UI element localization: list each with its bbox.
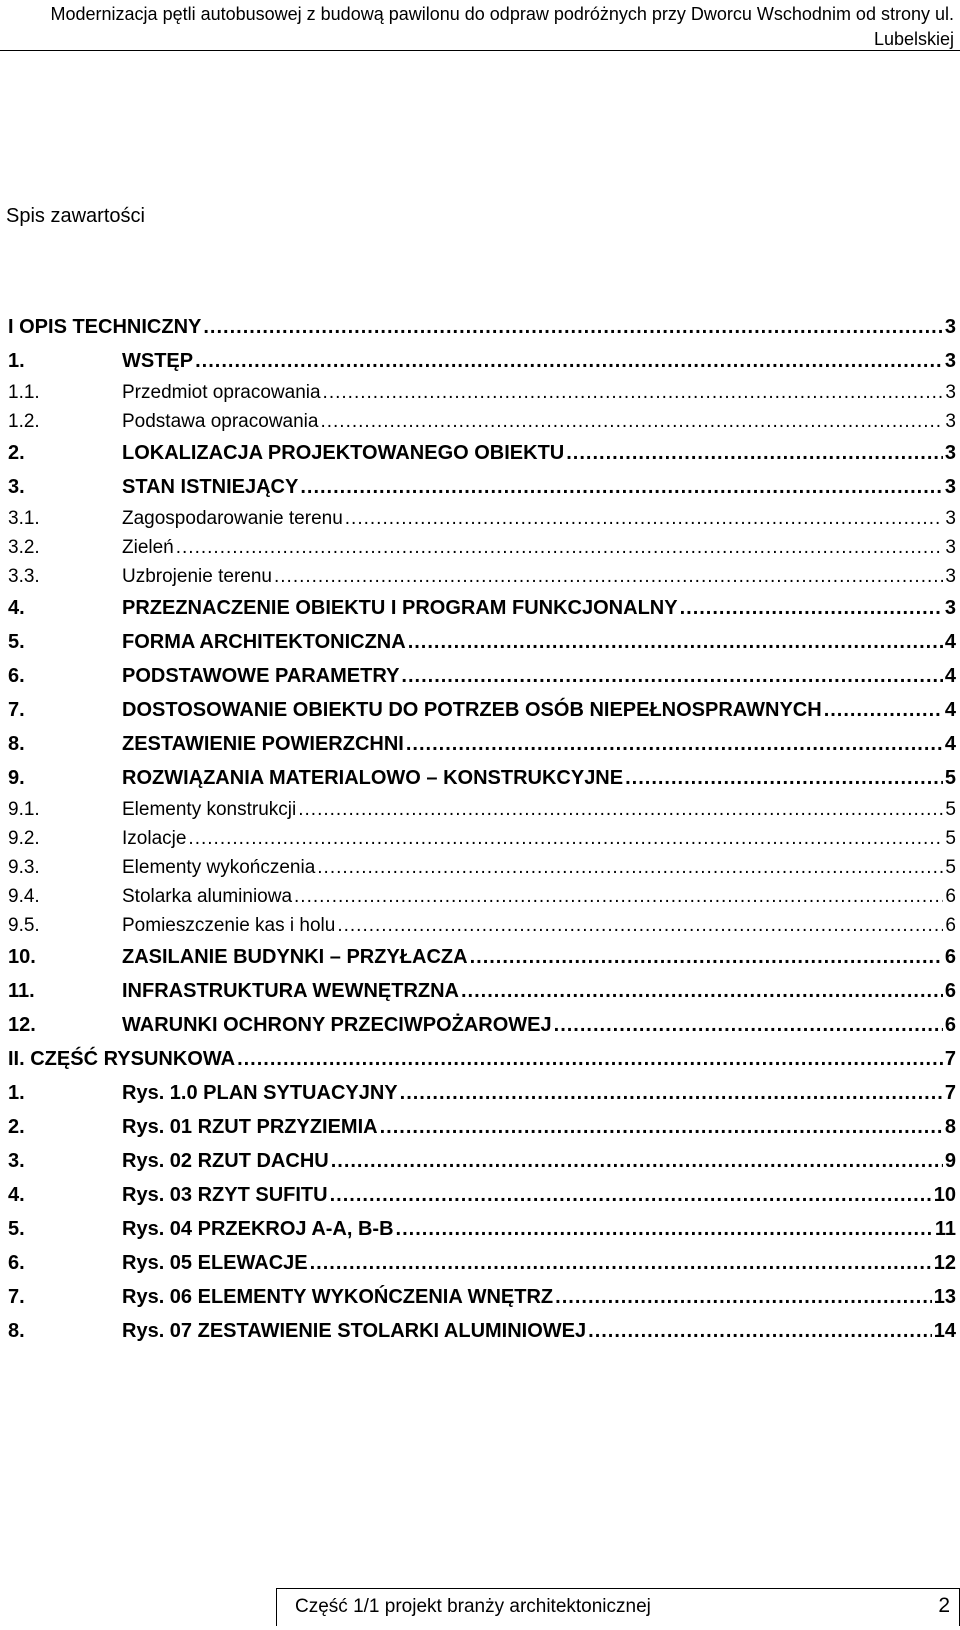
- toc-entry[interactable]: [8, 1008, 956, 1042]
- toc-entry[interactable]: [8, 533, 956, 562]
- toc-entry[interactable]: [8, 625, 956, 659]
- toc-entry[interactable]: [8, 562, 956, 591]
- toc-entry-title: ROZWIĄZANIA MATERIALOWO – KONSTRUKCYJNE: [122, 767, 624, 789]
- toc-leader-dots: [337, 911, 943, 940]
- toc-entry-number: 4.: [8, 597, 25, 619]
- toc-entry-number: 7.: [8, 1286, 25, 1308]
- toc-entry-title: Przedmiot opracowania: [122, 382, 321, 403]
- toc-entry-number: 8.: [8, 1320, 25, 1342]
- toc-entry-number: 7.: [8, 699, 25, 721]
- toc-leader-dots: [824, 693, 943, 727]
- page-header: [0, 0, 960, 51]
- toc-entry[interactable]: [8, 940, 956, 974]
- toc-entry-number: 6.: [8, 665, 25, 687]
- toc-entry[interactable]: [8, 761, 956, 795]
- toc-entry-title: Rys. 04 PRZEKROJ A-A, B-B: [122, 1218, 394, 1240]
- toc-entry[interactable]: [8, 470, 956, 504]
- toc-entry-page: 14: [933, 1320, 956, 1342]
- toc-entry-page: 3: [945, 566, 956, 587]
- toc-entry-title: Elementy konstrukcji: [122, 799, 297, 820]
- toc-entry-number: I OPIS TECHNICZNY: [8, 316, 202, 338]
- toc-leader-dots: [396, 1212, 933, 1246]
- toc-leader-dots: [323, 378, 944, 407]
- toc-entry-page: 3: [945, 537, 956, 558]
- toc-entry-page: 12: [933, 1252, 956, 1274]
- toc-leader-dots: [680, 591, 943, 625]
- toc-entry-number: 3.: [8, 1150, 25, 1172]
- toc-entry-number: 12.: [8, 1014, 36, 1036]
- toc-entry-title: PODSTAWOWE PARAMETRY: [122, 665, 400, 687]
- toc-entry-title: LOKALIZACJA PROJEKTOWANEGO OBIEKTU: [122, 442, 565, 464]
- toc-leader-dots: [470, 940, 943, 974]
- toc-entry[interactable]: [8, 727, 956, 761]
- toc-entry-number: 9.: [8, 767, 25, 789]
- toc-entry-page: 6: [944, 980, 956, 1002]
- toc-entry-page: 3: [945, 508, 956, 529]
- toc-entry-number: 3.2.: [8, 537, 40, 558]
- toc-entry-title: Pomieszczenie kas i holu: [122, 915, 336, 936]
- toc-entry-page: 4: [944, 631, 956, 653]
- toc-entry-title: Rys. 01 RZUT PRZYZIEMIA: [122, 1116, 378, 1138]
- toc-entry[interactable]: [8, 407, 956, 436]
- toc-leader-dots: [406, 727, 943, 761]
- toc-leader-dots: [203, 310, 943, 344]
- toc-entry-title: DOSTOSOWANIE OBIEKTU DO POTRZEB OSÓB NIEPEŁNOSPRAWNYCH: [122, 699, 822, 721]
- toc-entry[interactable]: [8, 504, 956, 533]
- toc-entry-number: 2.: [8, 1116, 25, 1138]
- toc-leader-dots: [400, 1076, 943, 1110]
- toc-entry[interactable]: [8, 659, 956, 693]
- toc-entry-title: Zieleń: [122, 537, 174, 558]
- toc-leader-dots: [298, 795, 943, 824]
- toc-entry-title: Stolarka aluminiowa: [122, 886, 293, 907]
- toc-entry[interactable]: [8, 882, 956, 911]
- toc-leader-dots: [566, 436, 943, 470]
- toc-entry-page: 7: [944, 1048, 956, 1070]
- toc-entry-page: 4: [944, 699, 956, 721]
- toc-entry-title: STAN ISTNIEJĄCY: [122, 476, 299, 498]
- toc-entry-page: 5: [945, 799, 956, 820]
- table-of-contents: [8, 310, 956, 1348]
- page-footer: [0, 1588, 960, 1630]
- document-title: Modernizacja pętli autobusowej z budową pawilonu do odpraw podróżnych przy Dworcu Wschodnim od strony ul. Lubelskiej: [50, 4, 954, 49]
- toc-entry-title: WSTĘP: [122, 350, 194, 372]
- toc-entry-title: Elementy wykończenia: [122, 857, 316, 878]
- toc-entry-page: 6: [944, 946, 956, 968]
- toc-entry-title: Rys. 02 RZUT DACHU: [122, 1150, 329, 1172]
- toc-entry-page: 5: [945, 857, 956, 878]
- toc-entry-page: 6: [945, 886, 956, 907]
- toc-entry-page: 6: [944, 1014, 956, 1036]
- toc-entry-number: 9.2.: [8, 828, 40, 849]
- toc-entry-title: Uzbrojenie terenu: [122, 566, 272, 587]
- toc-entry-page: 9: [944, 1150, 956, 1172]
- toc-entry[interactable]: [8, 1110, 956, 1144]
- toc-leader-dots: [195, 344, 943, 378]
- toc-entry-number: 9.5.: [8, 915, 40, 936]
- toc-entry[interactable]: [8, 1280, 956, 1314]
- toc-entry-page: 3: [945, 411, 956, 432]
- toc-entry-number: II. CZĘŚĆ RYSUNKOWA: [8, 1048, 236, 1070]
- toc-entry[interactable]: [8, 310, 956, 344]
- toc-entry[interactable]: [8, 1042, 956, 1076]
- toc-leader-dots: [188, 824, 943, 853]
- toc-entry-number: 11.: [8, 980, 35, 1002]
- toc-entry-page: 11: [934, 1218, 956, 1240]
- toc-leader-dots: [461, 974, 943, 1008]
- toc-entry-page: 3: [945, 382, 956, 403]
- footer-text: Część 1/1 projekt branży architektonicznej: [295, 1596, 651, 1617]
- toc-entry-page: 10: [933, 1184, 956, 1206]
- toc-entry-title: FORMA ARCHITEKTONICZNA: [122, 631, 406, 653]
- toc-entry-page: 6: [945, 915, 956, 936]
- toc-entry-title: PRZEZNACZENIE OBIEKTU I PROGRAM FUNKCJONALNY: [122, 597, 678, 619]
- toc-leader-dots: [345, 504, 944, 533]
- toc-entry[interactable]: [8, 693, 956, 727]
- toc-entry[interactable]: [8, 1314, 956, 1348]
- toc-leader-dots: [380, 1110, 943, 1144]
- toc-entry-number: 5.: [8, 631, 25, 653]
- toc-entry-title: WARUNKI OCHRONY PRZECIWPOŻAROWEJ: [122, 1014, 552, 1036]
- toc-entry-number: 9.4.: [8, 886, 40, 907]
- toc-entry-title: Rys. 05 ELEWACJE: [122, 1252, 308, 1274]
- toc-entry[interactable]: [8, 1246, 956, 1280]
- toc-leader-dots: [330, 1178, 932, 1212]
- toc-entry-number: 8.: [8, 733, 25, 755]
- toc-entry[interactable]: [8, 853, 956, 882]
- toc-leader-dots: [408, 625, 943, 659]
- toc-entry[interactable]: [8, 911, 956, 940]
- toc-heading: Spis zawartości: [6, 205, 145, 227]
- page-number: 2: [938, 1594, 950, 1617]
- toc-entry-page: 7: [944, 1082, 956, 1104]
- toc-entry[interactable]: [8, 824, 956, 853]
- toc-entry-number: 1.: [8, 1082, 25, 1104]
- toc-entry-number: 9.1.: [8, 799, 40, 820]
- toc-entry-title: Rys. 03 RZYT SUFITU: [122, 1184, 328, 1206]
- toc-entry-title: Rys. 07 ZESTAWIENIE STOLARKI ALUMINIOWEJ: [122, 1320, 587, 1342]
- toc-entry-number: 1.2.: [8, 411, 40, 432]
- toc-leader-dots: [274, 562, 943, 591]
- toc-entry-page: 3: [944, 442, 956, 464]
- toc-leader-dots: [310, 1246, 932, 1280]
- toc-leader-dots: [401, 659, 942, 693]
- toc-entry[interactable]: [8, 591, 956, 625]
- toc-entry-page: 3: [944, 476, 956, 498]
- toc-entry-title: Rys. 1.0 PLAN SYTUACYJNY: [122, 1082, 398, 1104]
- toc-entry[interactable]: [8, 1144, 956, 1178]
- toc-entry-number: 3.1.: [8, 508, 40, 529]
- toc-entry-page: 4: [944, 665, 956, 687]
- toc-entry-page: 3: [944, 597, 956, 619]
- toc-entry[interactable]: [8, 1212, 956, 1246]
- toc-entry-number: 3.3.: [8, 566, 40, 587]
- toc-entry[interactable]: [8, 1178, 956, 1212]
- toc-entry-title: Podstawa opracowania: [122, 411, 319, 432]
- toc-entry-number: 4.: [8, 1184, 25, 1206]
- toc-entry-title: Zagospodarowanie terenu: [122, 508, 343, 529]
- toc-leader-dots: [294, 882, 943, 911]
- toc-leader-dots: [176, 533, 944, 562]
- toc-entry-number: 10.: [8, 946, 36, 968]
- toc-entry-number: 1.: [8, 350, 25, 372]
- toc-entry-number: 3.: [8, 476, 25, 498]
- toc-entry[interactable]: [8, 378, 956, 407]
- toc-entry-title: ZASILANIE BUDYNKI – PRZYŁACZA: [122, 946, 468, 968]
- toc-entry[interactable]: [8, 1076, 956, 1110]
- toc-entry-title: ZESTAWIENIE POWIERZCHNI: [122, 733, 404, 755]
- toc-entry-page: 5: [944, 767, 956, 789]
- toc-entry[interactable]: [8, 344, 956, 378]
- toc-leader-dots: [331, 1144, 943, 1178]
- toc-leader-dots: [237, 1042, 943, 1076]
- toc-entry[interactable]: [8, 436, 956, 470]
- toc-leader-dots: [554, 1008, 943, 1042]
- toc-entry-page: 4: [944, 733, 956, 755]
- toc-entry-page: 13: [933, 1286, 956, 1308]
- toc-entry-page: 3: [944, 316, 956, 338]
- toc-entry-number: 1.1.: [8, 382, 40, 403]
- toc-leader-dots: [320, 407, 943, 436]
- toc-leader-dots: [625, 761, 943, 795]
- toc-entry[interactable]: [8, 795, 956, 824]
- toc-entry-title: INFRASTRUKTURA WEWNĘTRZNA: [122, 980, 459, 1002]
- toc-entry-number: 2.: [8, 442, 25, 464]
- toc-entry-title: Izolacje: [122, 828, 187, 849]
- toc-entry-page: 5: [945, 828, 956, 849]
- toc-entry-page: 8: [944, 1116, 956, 1138]
- toc-entry-number: 9.3.: [8, 857, 40, 878]
- toc-entry[interactable]: [8, 974, 956, 1008]
- toc-entry-page: 3: [944, 350, 956, 372]
- toc-entry-number: 5.: [8, 1218, 25, 1240]
- toc-leader-dots: [300, 470, 943, 504]
- toc-leader-dots: [588, 1314, 932, 1348]
- toc-entry-number: 6.: [8, 1252, 25, 1274]
- toc-leader-dots: [317, 853, 943, 882]
- toc-entry-title: Rys. 06 ELEMENTY WYKOŃCZENIA WNĘTRZ: [122, 1286, 554, 1308]
- toc-leader-dots: [555, 1280, 932, 1314]
